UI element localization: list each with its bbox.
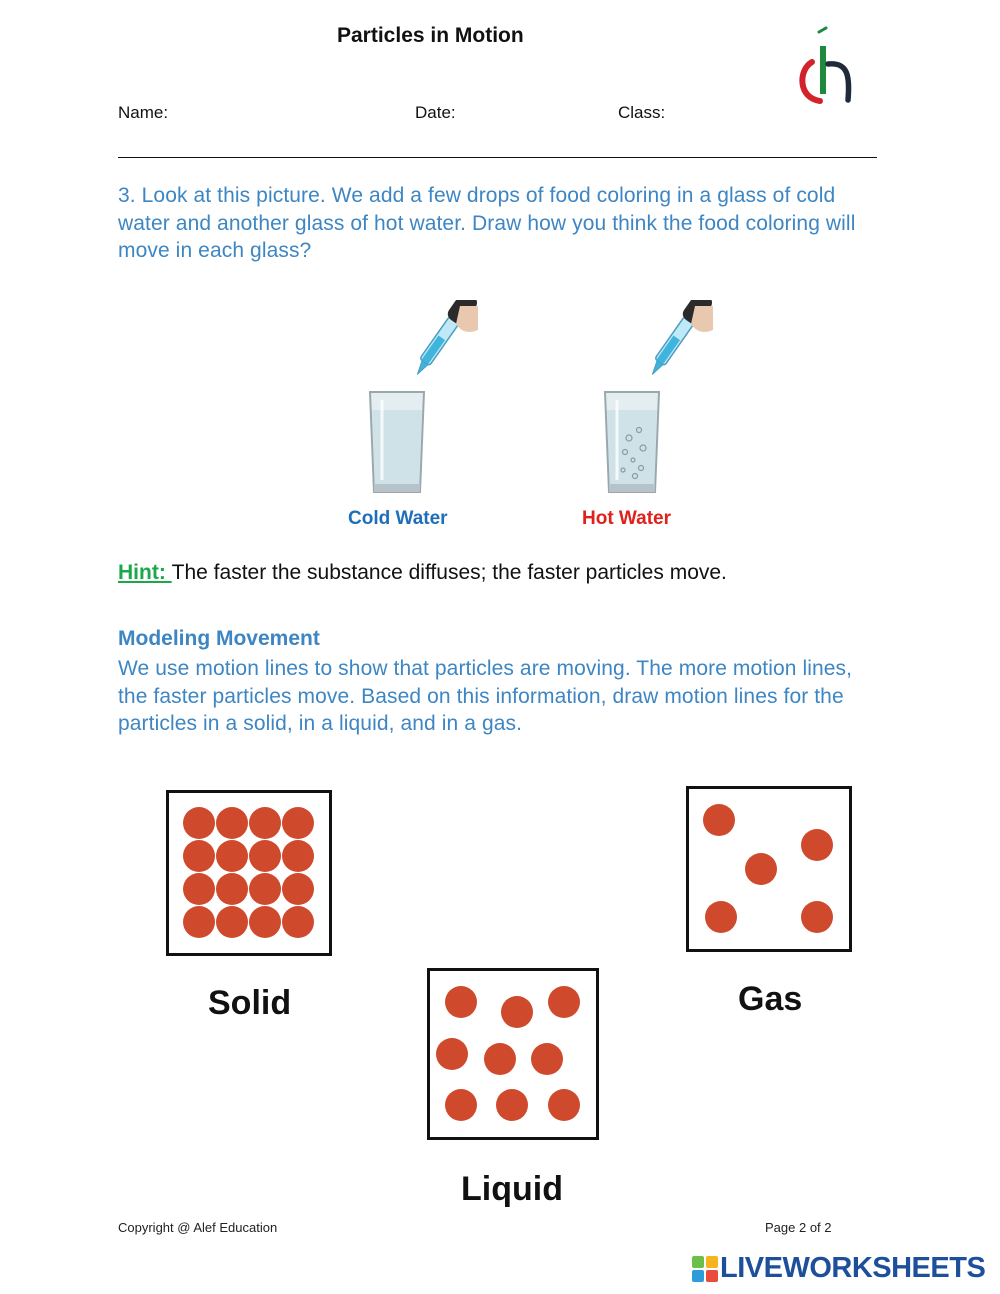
particle [282, 840, 314, 872]
particle [183, 906, 215, 938]
liquid-particle-box[interactable] [427, 968, 599, 1140]
modeling-heading: Modeling Movement [118, 627, 320, 650]
particle [745, 853, 777, 885]
liquid-particles [430, 971, 595, 1136]
particle [183, 807, 215, 839]
cold-water-label: Cold Water [348, 508, 448, 529]
solid-particle-box[interactable] [166, 790, 332, 956]
class-label: Class: [618, 103, 666, 122]
particle [216, 807, 248, 839]
particle [249, 840, 281, 872]
liveworksheets-watermark [692, 1252, 985, 1285]
particle [484, 1043, 516, 1075]
particle [282, 807, 314, 839]
hint-label: Hint: [118, 561, 172, 584]
solid-label: Solid [208, 984, 292, 1022]
date-label: Date: [415, 103, 456, 122]
alef-logo-icon [790, 24, 860, 106]
solid-particles [169, 793, 328, 952]
particle [548, 1089, 580, 1121]
modeling-body: We use motion lines to show that particles are moving. The more motion lines, the faster particles move. Based on this information, draw motion lines for the particles in a solid, in a liquid, and in a gas. [118, 657, 853, 735]
gas-particle-box[interactable] [686, 786, 852, 952]
particle [801, 829, 833, 861]
particle [282, 873, 314, 905]
particle [282, 906, 314, 938]
particle [445, 1089, 477, 1121]
liquid-label: Liquid [461, 1170, 563, 1208]
name-label: Name: [118, 103, 169, 122]
particle [548, 986, 580, 1018]
hot-water-label: Hot Water [582, 508, 672, 529]
hint-line [118, 561, 727, 585]
question-3-text: 3. Look at this picture. We add a few drops of food coloring in a glass of cold water and another glass of hot water. Draw how you think the food coloring will move in each glass? [118, 184, 856, 262]
particle [801, 901, 833, 933]
cold-water-glass-icon [360, 300, 490, 505]
particle [249, 873, 281, 905]
particle [436, 1038, 468, 1070]
page-title: Particles in Motion [337, 24, 524, 47]
particle [183, 840, 215, 872]
particle [216, 873, 248, 905]
liveworksheets-logo-icon [692, 1256, 718, 1282]
particle [501, 996, 533, 1028]
particle [705, 901, 737, 933]
hint-text: The faster the substance diffuses; the faster particles move. [171, 561, 727, 584]
gas-particles [689, 789, 848, 948]
particle [216, 906, 248, 938]
particle [249, 906, 281, 938]
particle [703, 804, 735, 836]
particle [445, 986, 477, 1018]
hot-water-glass-icon [595, 300, 725, 505]
header-divider [118, 157, 877, 158]
particle [249, 807, 281, 839]
watermark-text: LIVEWORKSHEETS [720, 1252, 986, 1284]
copyright-text: Copyright @ Alef Education [118, 1220, 278, 1235]
particle [183, 873, 215, 905]
particle [531, 1043, 563, 1075]
particle [496, 1089, 528, 1121]
page-number: Page 2 of 2 [765, 1220, 832, 1235]
particle [216, 840, 248, 872]
gas-label: Gas [738, 980, 803, 1018]
